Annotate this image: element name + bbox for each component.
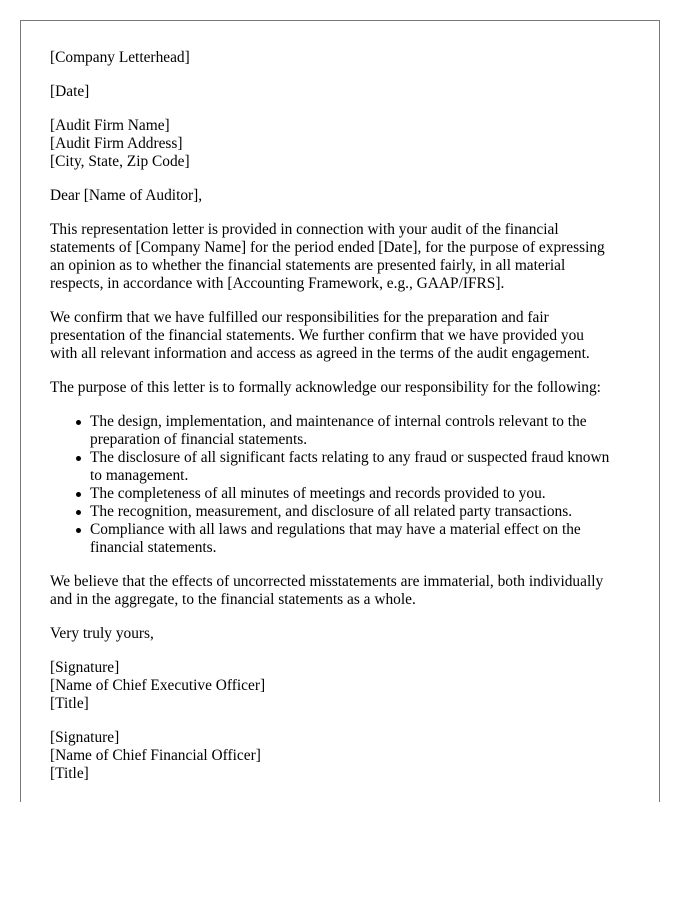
signatory-title: [Title] [50,765,89,782]
list-item [90,503,640,521]
list-item-line: financial statements. [90,539,217,556]
company-letterhead [50,49,640,67]
date-text: [Date] [50,83,90,100]
signatory-title: [Title] [50,695,89,712]
list-item [90,521,640,557]
paragraph-misstatements [50,573,640,609]
list-item [90,485,640,503]
bullet-icon [76,492,81,497]
signature-placeholder: [Signature] [50,659,120,676]
list-item-line: The disclosure of all significant facts relating to any fraud or suspected fraud known [90,449,610,466]
audit-firm-city-state-zip: [City, State, Zip Code] [50,153,190,170]
paragraph-line: with all relevant information and access as agreed in the terms of the audit engagement. [50,345,590,362]
paragraph-line: respects, in accordance with [Accounting Framework, e.g., GAAP/IFRS]. [50,275,505,292]
list-item [90,413,640,449]
letter-body [50,49,640,799]
list-item-line: Compliance with all laws and regulations that may have a material effect on the [90,521,581,538]
salutation [50,187,640,205]
paragraph-line: and in the aggregate, to the financial statements as a whole. [50,591,416,608]
letter-page [20,20,660,802]
paragraph-line: an opinion as to whether the financial statements are presented fairly, in all material [50,257,566,274]
paragraph-line: We confirm that we have fulfilled our responsibilities for the preparation and fair [50,309,549,326]
paragraph-line: presentation of the financial statements. We further confirm that we have provided you [50,327,584,344]
bullet-icon [76,510,81,515]
signatory-name: [Name of Chief Financial Officer] [50,747,261,764]
letterhead-text: [Company Letterhead] [50,49,190,66]
list-item-line: The completeness of all minutes of meetings and records provided to you. [90,485,546,502]
bullet-icon [76,420,81,425]
letter-date [50,83,640,101]
closing-text: Very truly yours, [50,625,154,642]
list-item-line: The design, implementation, and maintenance of internal controls relevant to the [90,413,587,430]
responsibilities-list [50,413,640,557]
list-item-line: to management. [90,467,189,484]
signatory-name: [Name of Chief Executive Officer] [50,677,266,694]
paragraph-purpose-of-audit [50,221,640,293]
signature-block-ceo [50,659,640,713]
list-item [90,449,640,485]
bullet-icon [76,528,81,533]
paragraph-line: The purpose of this letter is to formally acknowledge our responsibility for the following: [50,379,601,396]
paragraph-confirmation [50,309,640,363]
audit-firm-name: [Audit Firm Name] [50,117,170,134]
list-item-line: The recognition, measurement, and disclosure of all related party transactions. [90,503,573,520]
audit-firm-address: [Audit Firm Address] [50,135,183,152]
list-item-line: preparation of financial statements. [90,431,308,448]
paragraph-acknowledgement [50,379,640,397]
paragraph-line: We believe that the effects of uncorrected misstatements are immaterial, both individually [50,573,604,590]
bullet-icon [76,456,81,461]
closing [50,625,640,643]
recipient-address [50,117,640,171]
salutation-text: Dear [Name of Auditor], [50,187,203,204]
signature-block-cfo [50,729,640,783]
signature-placeholder: [Signature] [50,729,120,746]
paragraph-line: statements of [Company Name] for the period ended [Date], for the purpose of expressing [50,239,605,256]
paragraph-line: This representation letter is provided in connection with your audit of the financial [50,221,559,238]
